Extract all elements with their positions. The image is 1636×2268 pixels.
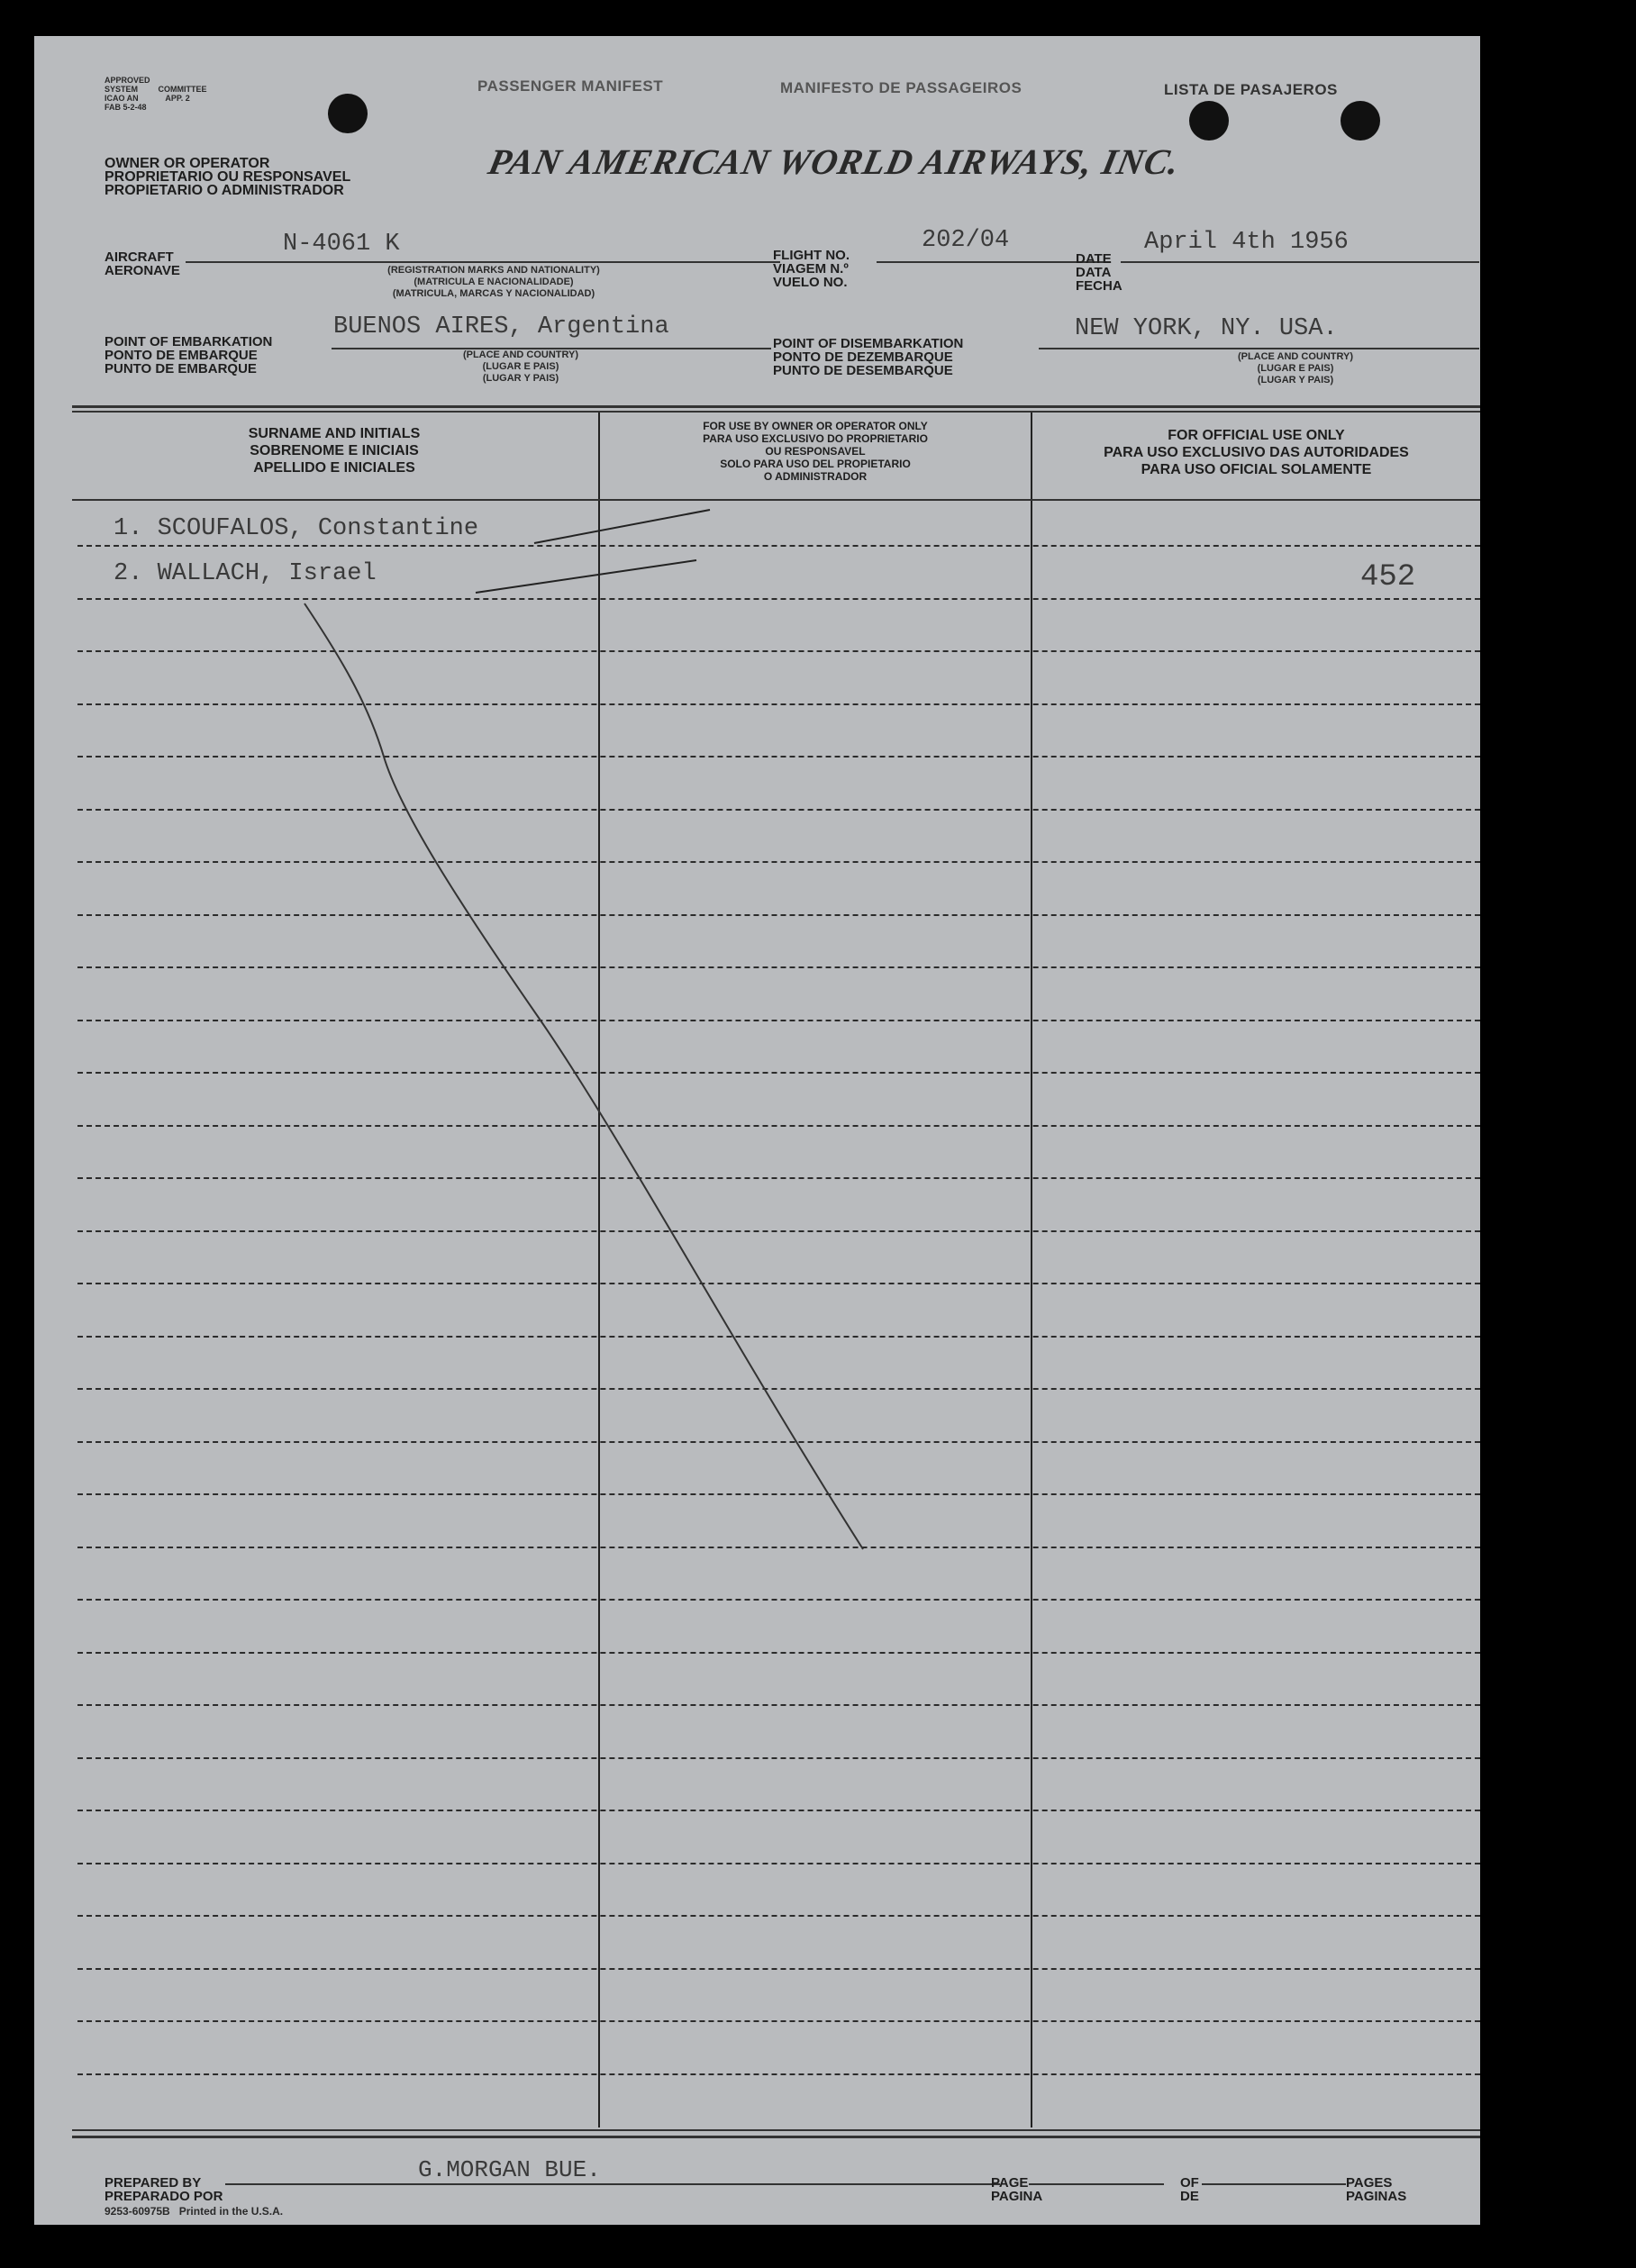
company-name: PAN AMERICAN WORLD AIRWAYS, INC. — [485, 141, 1185, 182]
aircraft-note: (MATRICULA, MARCAS Y NACIONALIDAD) — [392, 288, 595, 299]
flight-label-line: VIAGEM N.º — [773, 261, 849, 277]
passenger-2-official: 452 — [1360, 560, 1416, 594]
column-header-line: FOR USE BY OWNER OR OPERATOR ONLY — [703, 420, 928, 432]
prepared-underline — [225, 2183, 1000, 2185]
disembarkation-label-line: PUNTO DE DESEMBARQUE — [773, 363, 953, 378]
pen-marks — [34, 36, 1480, 2225]
approval-line: ICAO AN APP. 2 — [105, 94, 190, 103]
approval-line: SYSTEM COMMITTEE — [105, 85, 207, 94]
column-header-line: SOBRENOME E INICIAIS — [250, 443, 419, 458]
embarkation-label-line: PUNTO DE EMBARQUE — [105, 361, 257, 376]
embarkation-label-line: POINT OF EMBARKATION — [105, 334, 273, 349]
page-label-line: PAGINA — [991, 2189, 1043, 2204]
title-pt: MANIFESTO DE PASSAGEIROS — [780, 79, 1022, 96]
column-header-line: SURNAME AND INITIALS — [248, 426, 421, 441]
embarkation-label-line: PONTO DE EMBARQUE — [105, 348, 258, 363]
column-header-line: OU RESPONSAVEL — [765, 445, 866, 458]
prepared-value: G.MORGAN BUE. — [418, 2156, 601, 2183]
aircraft-note: (MATRICULA E NACIONALIDADE) — [414, 277, 574, 287]
title-en: PASSENGER MANIFEST — [477, 77, 664, 95]
column-header-line: SOLO PARA USO DEL PROPIETARIO — [720, 458, 911, 470]
aircraft-label-line: AIRCRAFT — [105, 249, 174, 265]
manifest-sheet — [34, 36, 1480, 2225]
aircraft-value: N-4061 K — [283, 231, 400, 258]
prepared-label — [105, 2176, 223, 2203]
table-bottom-rule — [72, 2136, 1480, 2138]
column-header-line: PARA USO EXCLUSIVO DAS AUTORIDADES — [1104, 445, 1409, 460]
disembarkation-note: (LUGAR E PAIS) — [1257, 363, 1334, 374]
approval-line: FAB 5-2-48 — [105, 103, 147, 112]
aircraft-label-line: AERONAVE — [105, 263, 180, 278]
flight-value: 202/04 — [922, 227, 1010, 254]
date-label-line: DATA — [1076, 265, 1112, 280]
of-underline — [1202, 2183, 1346, 2185]
aircraft-note: (REGISTRATION MARKS AND NATIONALITY) — [387, 265, 600, 276]
embarkation-value: BUENOS AIRES, Argentina — [333, 313, 669, 340]
owner-label-line: PROPIETARIO O ADMINISTRADOR — [105, 183, 344, 198]
page-label-line: PAGE — [991, 2175, 1029, 2191]
printed-text: Printed in the U.S.A. — [178, 2205, 284, 2218]
table-bottom-rule — [72, 2129, 1480, 2131]
embarkation-note: (LUGAR E PAIS) — [482, 361, 559, 372]
column-header-line: FOR OFFICIAL USE ONLY — [1168, 428, 1345, 443]
page-underline — [1029, 2183, 1164, 2185]
column-header-line: PARA USO EXCLUSIVO DO PROPRIETARIO — [703, 432, 928, 445]
pages-label-line: PAGINAS — [1346, 2189, 1407, 2204]
embarkation-note: (PLACE AND COUNTRY) — [462, 349, 579, 360]
approval-line: APPROVED — [105, 76, 150, 85]
prepared-label-line: PREPARADO POR — [105, 2189, 223, 2204]
disembarkation-label-line: POINT OF DISEMBARKATION — [773, 336, 964, 351]
pages-label-line: PAGES — [1346, 2175, 1393, 2191]
embarkation-note: (LUGAR Y PAIS) — [482, 373, 559, 384]
form-number — [105, 2207, 283, 2216]
column-header-line: PARA USO OFICIAL SOLAMENTE — [1141, 462, 1372, 477]
disembarkation-note: (PLACE AND COUNTRY) — [1237, 351, 1354, 362]
owner-label-line: PROPRIETARIO OU RESPONSAVEL — [105, 169, 351, 185]
date-label-line: FECHA — [1076, 278, 1122, 294]
date-label-line: DATE — [1076, 251, 1112, 267]
of-label — [1180, 2176, 1199, 2203]
date-value: April 4th 1956 — [1144, 229, 1349, 256]
of-label-line: OF — [1180, 2175, 1199, 2191]
pages-label — [1346, 2176, 1406, 2203]
flight-label-line: VUELO NO. — [773, 275, 848, 290]
disembarkation-value: NEW YORK, NY. USA. — [1075, 315, 1338, 342]
title-es: LISTA DE PASAJEROS — [1164, 81, 1338, 98]
column-header-line: O ADMINISTRADOR — [763, 470, 868, 483]
disembarkation-label-line: PONTO DE DEZEMBARQUE — [773, 349, 953, 365]
column-header-line: APELLIDO E INICIALES — [253, 460, 415, 476]
passenger-2-name: 2. WALLACH, Israel — [114, 560, 377, 587]
page-label — [991, 2176, 1042, 2203]
disembarkation-note: (LUGAR Y PAIS) — [1257, 375, 1334, 386]
flight-label-line: FLIGHT NO. — [773, 248, 850, 263]
form-number-text: 9253-60975B — [105, 2205, 170, 2218]
owner-label-line: OWNER OR OPERATOR — [105, 156, 270, 171]
passenger-1-name: 1. SCOUFALOS, Constantine — [114, 515, 479, 542]
of-label-line: DE — [1180, 2189, 1199, 2204]
prepared-label-line: PREPARED BY — [105, 2175, 202, 2191]
